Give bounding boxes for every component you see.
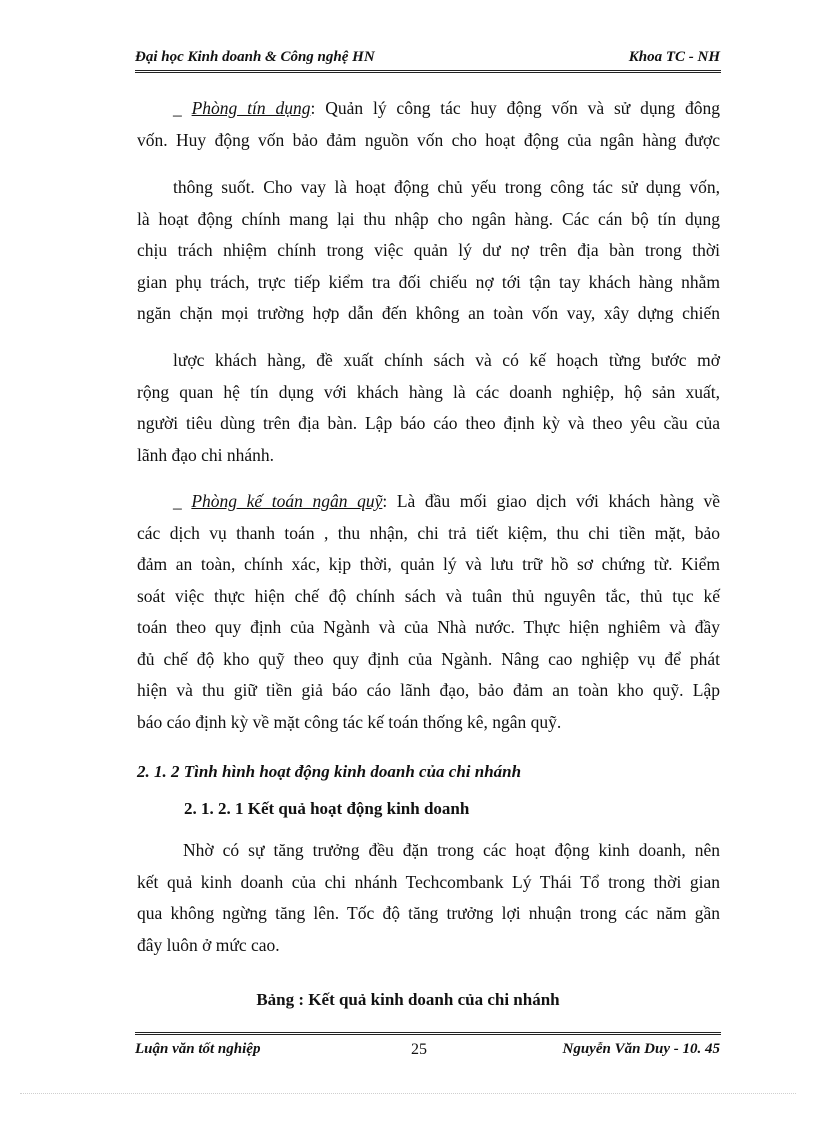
footer-author: Nguyễn Văn Duy - 10. 45 [562,1041,720,1057]
paragraph-business-results [137,835,720,961]
paragraph-line: đảm an toàn, chính xác, kịp thời, quản lý và lưu trữ hồ sơ chứng từ. Kiểm [137,554,720,574]
paragraph-line: là hoạt động chính mang lại thu nhập cho ngân hàng. Các cán bộ tín dụng [137,208,720,229]
page-footer [135,1041,720,1058]
paragraph-line: lãnh đạo chi nhánh. [137,444,275,465]
paragraph-line: đủ chế độ kho quỹ theo quy định của Ngành. Nâng cao nghiệp vụ để phát [137,648,720,669]
paragraph-line: _ Phòng tín dụng: Quản lý công tác huy động vốn và sử dụng đông [173,98,720,118]
paragraph-line: qua không ngừng tăng lên. Tốc độ tăng trưởng lợi nhuận trong các năm gần [137,903,720,923]
paragraph-credit-strategy [137,345,720,471]
header-institution: Đại học Kinh doanh & Công nghệ HN [135,49,375,65]
paragraph-line: soát việc thực hiện chế độ chính sách và tuân thủ nguyên tắc, thủ tục kế [137,585,720,606]
footer-rule-double [135,1034,721,1035]
section-heading: 2. 1. 2 Tình hình hoạt động kinh doanh của chi nhánh [137,762,522,781]
dept-label-credit: Phòng tín dụng [191,98,311,118]
paragraph-accounting-dept [137,486,720,738]
paragraph-line: các dịch vụ thanh toán , thu nhận, chi trả tiết kiệm, thu chi tiền mặt, bảo [137,522,720,543]
page-boundary [20,1093,796,1094]
paragraph-line: lược khách hàng, đề xuất chính sách và có kế hoạch từng bước mở [173,350,720,370]
header-rule-double [135,72,721,73]
page-number: 25 [411,1041,427,1058]
paragraph-line: chịu trách nhiệm chính trong việc quản lý dư nợ trên địa bàn trong thời [137,240,720,260]
table-caption: Bảng : Kết quả kinh doanh của chi nhánh [256,990,560,1009]
paragraph-line: vốn. Huy động vốn bảo đảm nguồn vốn cho hoạt động của ngân hàng được [137,129,720,150]
paragraph-line: ngăn chặn mọi trường hợp dẫn đến không an toàn vốn vay, xây dựng chiến [137,303,720,323]
paragraph-line: rộng quan hệ tín dụng với khách hàng là các doanh nghiệp, hộ sản xuất, [137,381,720,402]
paragraph-line: hiện và thu giữ tiền giả báo cáo lãnh đạo, bảo đảm an toàn kho quỹ. Lập [137,680,720,700]
paragraph-line: Nhờ có sự tăng trưởng đều đặn trong các hoạt động kinh doanh, nên [183,840,720,860]
header-rule [135,70,721,71]
paragraph-line: toán theo quy định của Ngành và của Nhà nước. Thực hiện nghiêm và đầy [137,617,720,637]
footer-thesis-label: Luận văn tốt nghiệp [135,1041,261,1057]
footer-rule [135,1032,721,1033]
paragraph-credit-cont [137,172,720,330]
dept-label-accounting: Phòng kế toán ngân quỹ [191,491,383,511]
paragraph-line: người tiêu dùng trên địa bàn. Lập báo cáo theo định kỳ và theo yêu cầu của [137,413,720,433]
paragraph-credit-dept [137,93,720,156]
paragraph-line: thông suốt. Cho vay là hoạt động chủ yếu trong công tác sử dụng vốn, [173,177,720,197]
paragraph-line: báo cáo định kỳ về mặt công tác kế toán thống kê, ngân quỹ. [137,711,562,732]
paragraph-line: kết quả kinh doanh của chi nhánh Techcombank Lý Thái Tổ trong thời gian [137,871,720,892]
subsection-heading: 2. 1. 2. 1 Kết quả hoạt động kinh doanh [184,799,470,818]
paragraph-line: _ Phòng kế toán ngân quỹ: Là đầu mối giao dịch với khách hàng về [173,491,720,511]
paragraph-line: gian phụ trách, trực tiếp kiểm tra đối chiếu nợ tới tận tay khách hàng nhằm [137,271,720,292]
header-faculty: Khoa TC - NH [628,49,720,65]
page-header [135,49,720,66]
paragraph-line: đây luôn ở mức cao. [137,934,280,955]
